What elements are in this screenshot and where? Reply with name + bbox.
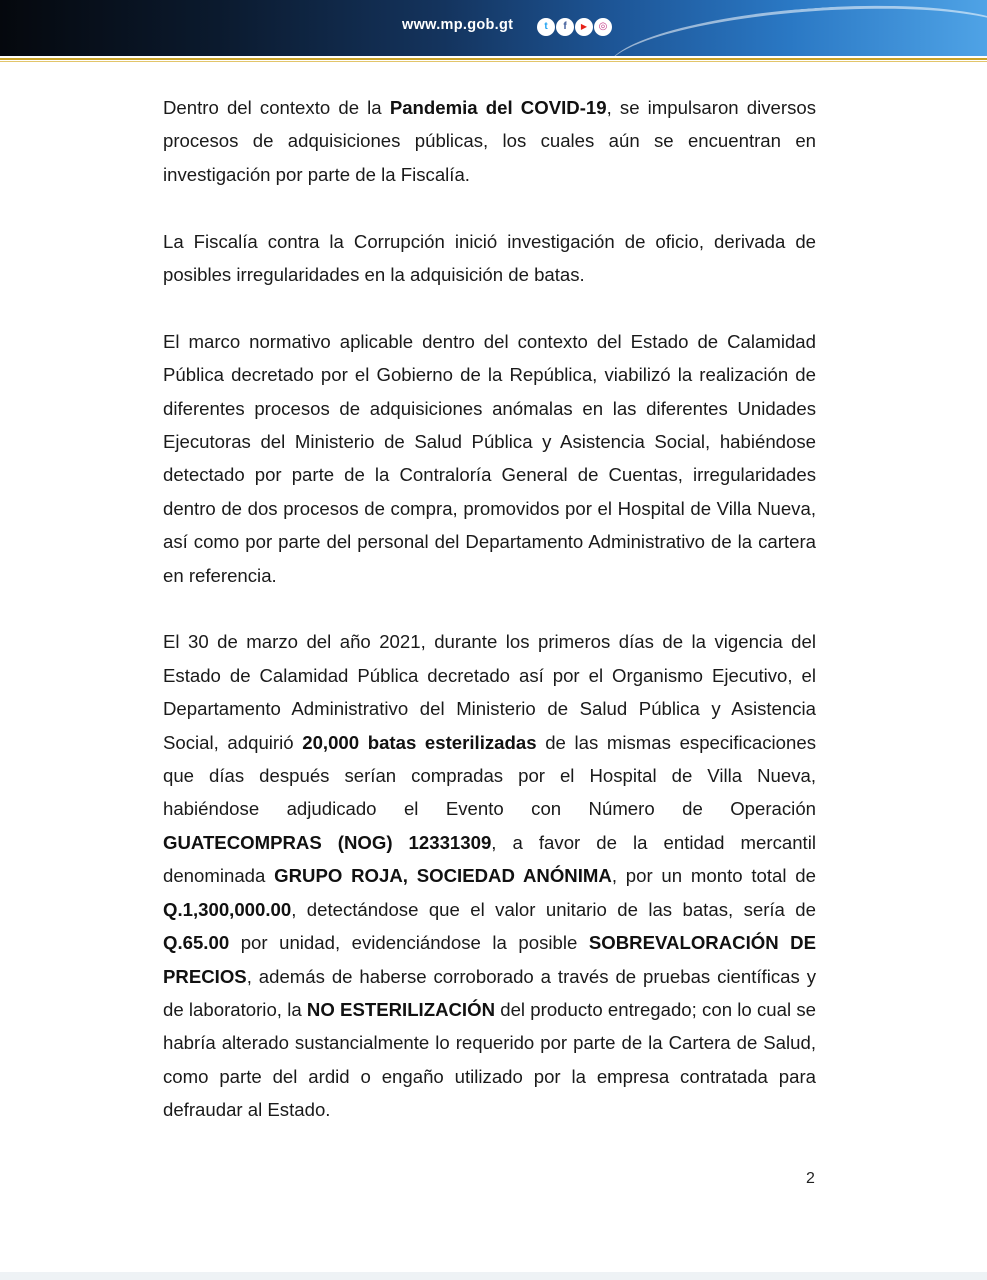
header-gold-rule xyxy=(0,58,987,60)
facebook-icon[interactable]: f xyxy=(556,18,574,36)
website-url[interactable]: www.mp.gob.gt xyxy=(402,17,514,33)
text-span: , por un monto total de xyxy=(611,865,816,887)
paragraph-2 xyxy=(163,225,816,292)
document-body xyxy=(163,91,816,1160)
bold-span: Q.65.00 xyxy=(163,932,230,954)
text-span: La Fiscalía contra la Corrupción inició investigación de oficio, derivada de posibles irregularidades en la adquisición de batas. xyxy=(163,230,816,286)
social-icons xyxy=(537,18,612,36)
header-gold-rule-thin xyxy=(0,61,987,62)
text-span: El 30 de marzo del año 2021, durante los primeros días de la vigencia del Estado de Calamidad Pública decretado así por el Organismo Ejecutivo, el Departamento Administrativo del Ministerio de Salud Pública y Asistencia Social, adquirió xyxy=(163,631,816,753)
bold-span: GRUPO ROJA, SOCIEDAD ANÓNIMA xyxy=(274,865,612,887)
text-span: , detectándose que el valor unitario de las batas, sería de xyxy=(291,898,816,920)
text-span: , además de haberse corroborado a través de pruebas científicas y de laboratorio, la xyxy=(163,965,816,1020)
youtube-icon[interactable]: ▶ xyxy=(575,18,593,36)
text-span: , se impulsaron diversos procesos de adquisiciones públicas, los cuales aún se encuentran en investigación por parte de la Fiscalía. xyxy=(163,97,817,185)
bold-span: Pandemia del COVID-19 xyxy=(389,97,607,118)
bold-span: SOBREVALORACIÓN DE PRECIOS xyxy=(163,932,816,987)
bold-span: GUATECOMPRAS (NOG) 12331309 xyxy=(163,831,492,853)
text-span: Dentro del contexto de la xyxy=(163,97,390,118)
page-header xyxy=(0,0,987,56)
bold-span: NO ESTERILIZACIÓN xyxy=(306,998,495,1020)
text-span: El marco normativo aplicable dentro del contexto del Estado de Calamidad Pública decretado por el Gobierno de la República, viabilizó la realización de diferentes procesos de adquisiciones anómalas en las diferentes Unidades Ejecutoras del Ministerio de Salud Pública y Asistencia Social, habiéndose detectado por parte de la Contraloría General de Cuentas, irregularidades dentro de dos procesos de compra, promovidos por el Hospital de Villa Nueva, así como por parte del personal del Departamento Administrativo de la cartera en referencia. xyxy=(163,330,816,586)
text-span: , a favor de la entidad mercantil denominada xyxy=(163,831,816,887)
page-number: 2 xyxy=(806,1170,815,1187)
paragraph-1 xyxy=(163,91,816,191)
bold-span: 20,000 batas esterilizadas xyxy=(302,731,537,753)
instagram-icon[interactable]: ◎ xyxy=(594,18,612,36)
text-span: de las mismas especificaciones que días después serían compradas por el Hospital de Villa Nueva, habiéndose adjudicado el Evento con Número de Operación xyxy=(163,731,816,820)
text-span: del producto entregado; con lo cual se habría alterado sustancialmente lo requerido por parte de la Cartera de Salud, como parte del ardid o engaño utilizado por la empresa contratada para defraudar al Estado. xyxy=(163,998,816,1121)
footer-strip xyxy=(0,1272,987,1280)
twitter-icon[interactable]: t xyxy=(537,18,555,36)
header-decorative-sweep xyxy=(604,0,987,56)
bold-span: Q.1,300,000.00 xyxy=(163,898,292,920)
text-span: por unidad, evidenciándose la posible xyxy=(229,932,589,954)
paragraph-3 xyxy=(163,325,816,592)
paragraph-4 xyxy=(163,625,816,1126)
